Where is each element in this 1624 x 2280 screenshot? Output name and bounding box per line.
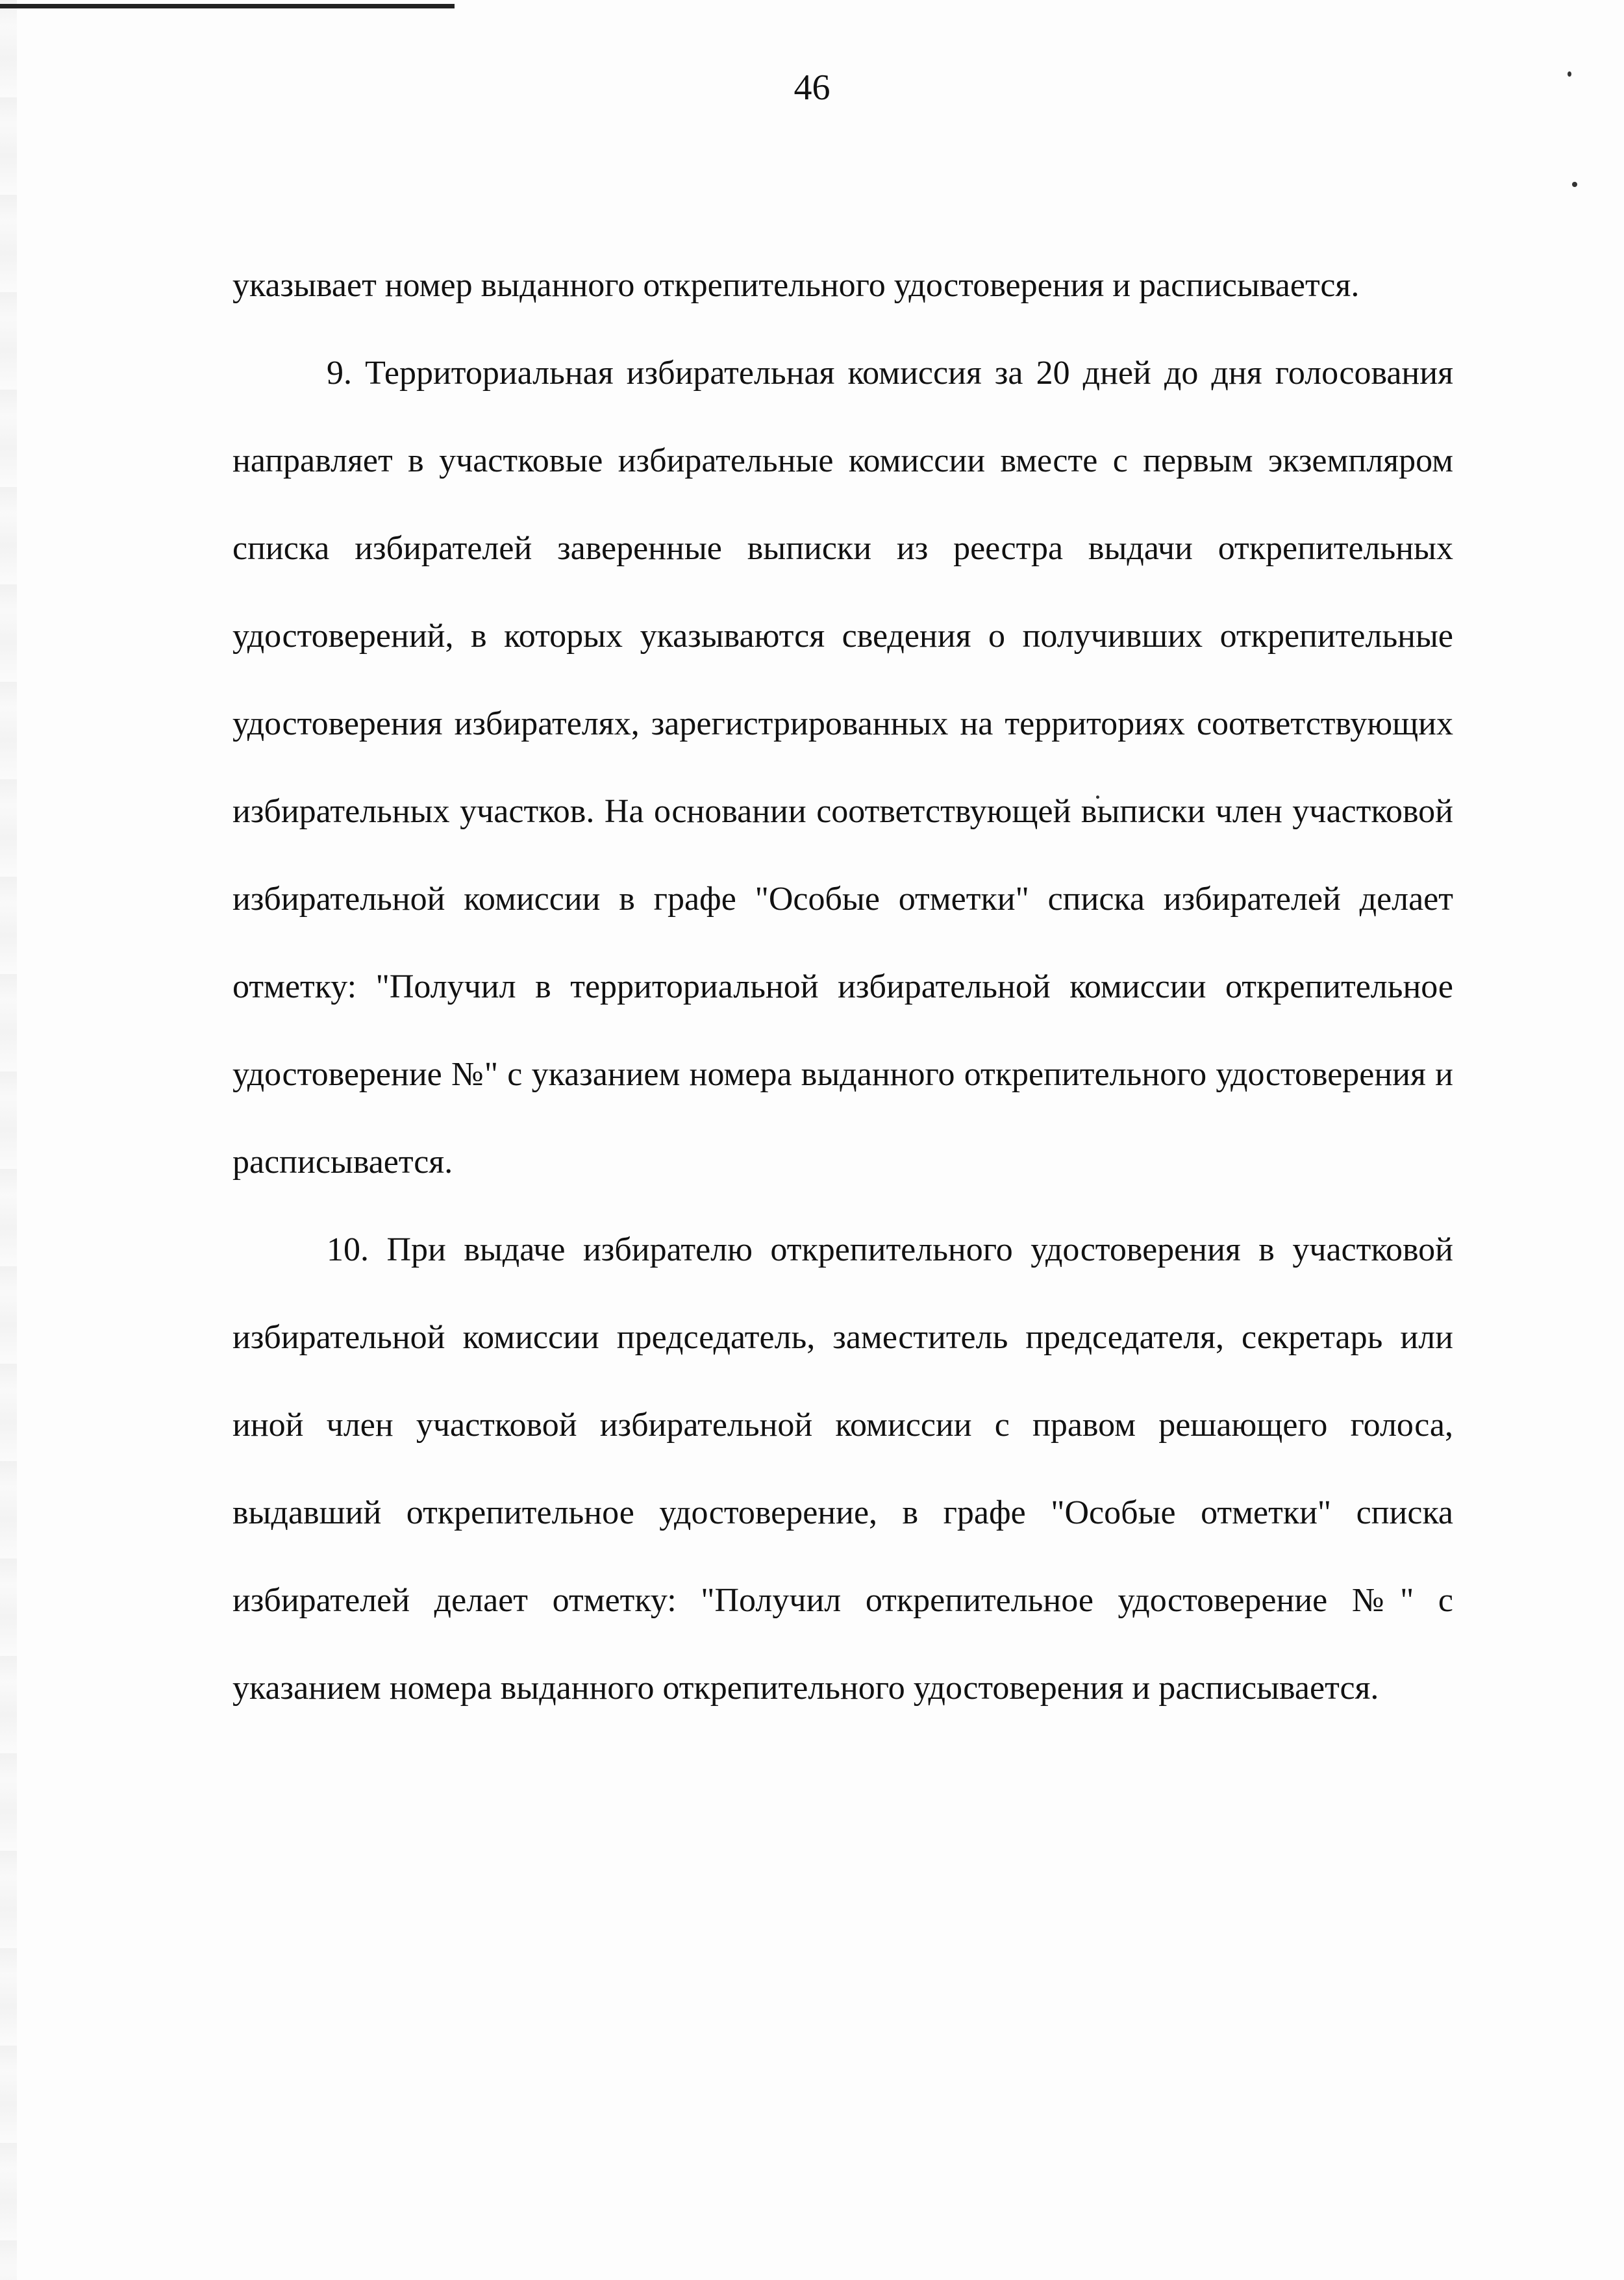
document-body	[232, 242, 1453, 1732]
paragraph-continuation: указывает номер выданного открепительного удостоверения и расписывается.	[232, 267, 1360, 304]
top-scan-line	[0, 4, 455, 8]
scan-edge-shadow	[0, 0, 17, 2280]
page-number: 46	[793, 68, 831, 108]
scan-speck	[1572, 182, 1577, 187]
paragraph-item-10: 10. При выдаче избирателю открепительного удостоверения в участковой избирательной комиссии председатель, заместитель председателя, секретарь или иной член участковой избирательной комиссии с правом решающего голоса, выдавший открепительное удостоверение, в графе "Особые отметки" списка избирателей делает отметку: "Получил открепительное удостоверение №" с указанием номера выданного открепительного удостоверения и расписывается.	[232, 1231, 1453, 1707]
paragraph-item-9: 9. Территориальная избирательная комиссия за 20 дней до дня голосования направляет в участковые избирательные комиссии вместе с первым экземпляром списка избирателей заверенные выписки из реестра выдачи открепительных удостоверений, в которых указываются сведения о получивших открепительные удостоверения избирателях, зарегистрированных на территориях соответствующих избирательных участков. На основании соответствующей выписки член участковой избирательной комиссии в графе "Особые отметки" списка избирателей делает отметку: "Получил в территориальной избирательной комиссии открепительное удостоверение №" с указанием номера выданного открепительного удостоверения и расписывается.	[232, 355, 1453, 1181]
